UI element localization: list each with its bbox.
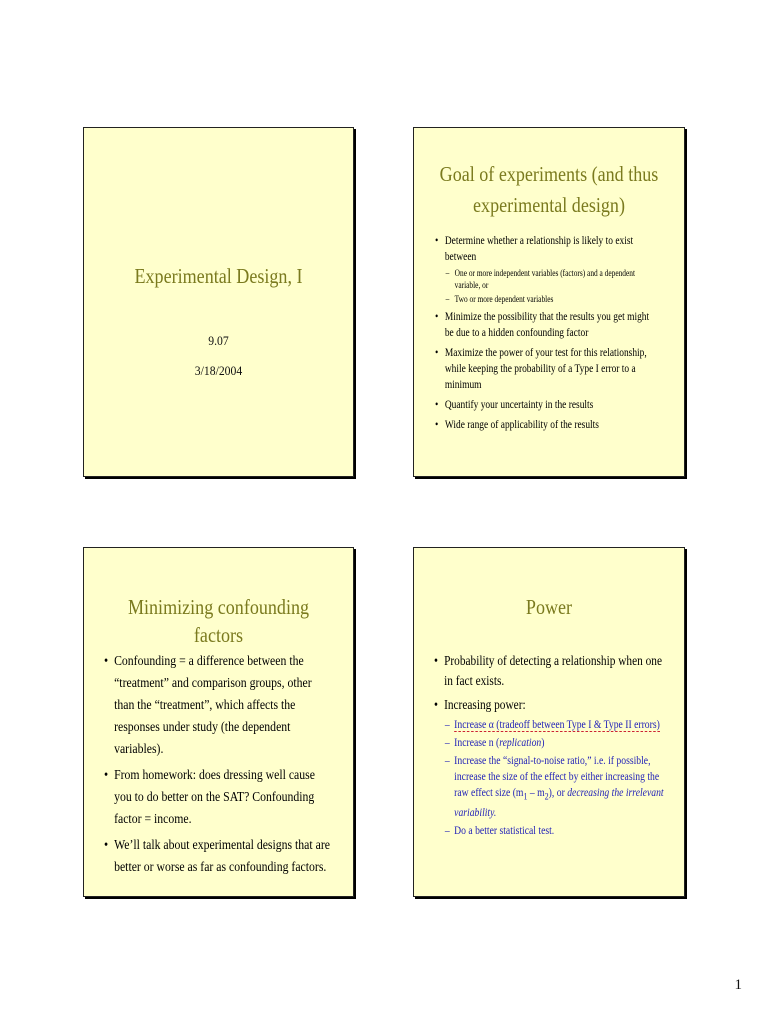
slide-2-title-line1: Goal of experiments (and thus	[439, 162, 659, 186]
slide-3-bullets	[104, 651, 332, 883]
annotated-text: Increase α (tradeoff between Type I & Type II errors)	[454, 719, 660, 731]
list-item	[444, 717, 666, 733]
sub-list	[444, 717, 666, 839]
list-item: – Two or more dependent variables	[445, 293, 657, 305]
list-item: • From homework: does dressing well cause you to do better on the SAT? Confounding factor = income.	[104, 765, 332, 831]
list-item: – Do a better statistical test.	[444, 823, 666, 839]
slide-4-bullets	[434, 651, 666, 843]
date: 3/18/2004	[194, 363, 243, 378]
slide-1-title: Experimental Design, I	[134, 264, 303, 288]
slide-confounding	[83, 547, 354, 897]
list-item: • Wide range of applicability of the results	[435, 417, 656, 433]
page-number: 1	[734, 977, 742, 993]
slide-title	[83, 127, 354, 477]
list-item: • We’ll talk about experimental designs that are better or worse as far as confounding factors.	[104, 835, 332, 879]
list-item: • Increasing power: – Increase α (tradeoff between Type I & Type II errors) – Increase n (replication) – Increase the “signal-to-noise ratio,” i.e. if possible, increase the size of the effect by either increasing the raw effect size $(m_1 - m_2)$, or decreasing the irrelevant variability. – Do a better statistical test.	[434, 695, 666, 839]
list-item: • Minimize the possibility that the results you get might be due to a hidden confounding factor	[435, 309, 656, 341]
slide-3-title: Minimizing confounding factors	[127, 595, 310, 647]
slide-goal	[413, 127, 685, 477]
list-item: – Increase n (replication)	[444, 735, 666, 751]
list-item: • Confounding = a difference between the “treatment” and comparison groups, other than the “treatment”, which affects the responses under study (the dependent variables).	[104, 651, 332, 761]
list-item: • Quantify your uncertainty in the results	[435, 397, 656, 413]
slide-4-title: Power	[525, 595, 573, 619]
slide-2-bullets	[435, 233, 656, 437]
slide-power	[413, 547, 685, 897]
sub-list	[445, 267, 657, 305]
course-number: 9.07	[208, 333, 229, 348]
list-item: – One or more independent variables (factors) and a dependent variable, or	[445, 267, 657, 291]
list-item: – Increase the “signal-to-noise ratio,” i.e. if possible, increase the size of the effect by either increasing the raw effect size $(m_1 - m_2)$, or decreasing the irrelevant variability.	[444, 753, 666, 821]
list-item: • Maximize the power of your test for this relationship, while keeping the probability of a Type I error to a minimum	[435, 345, 656, 393]
slide-2-title-line2: experimental design)	[473, 193, 625, 217]
list-item: • Probability of detecting a relationship when one in fact exists.	[434, 651, 666, 691]
list-item: • Determine whether a relationship is likely to exist between – One or more independent variables (factors) and a dependent variable, or – Two or more dependent variables	[435, 233, 656, 305]
